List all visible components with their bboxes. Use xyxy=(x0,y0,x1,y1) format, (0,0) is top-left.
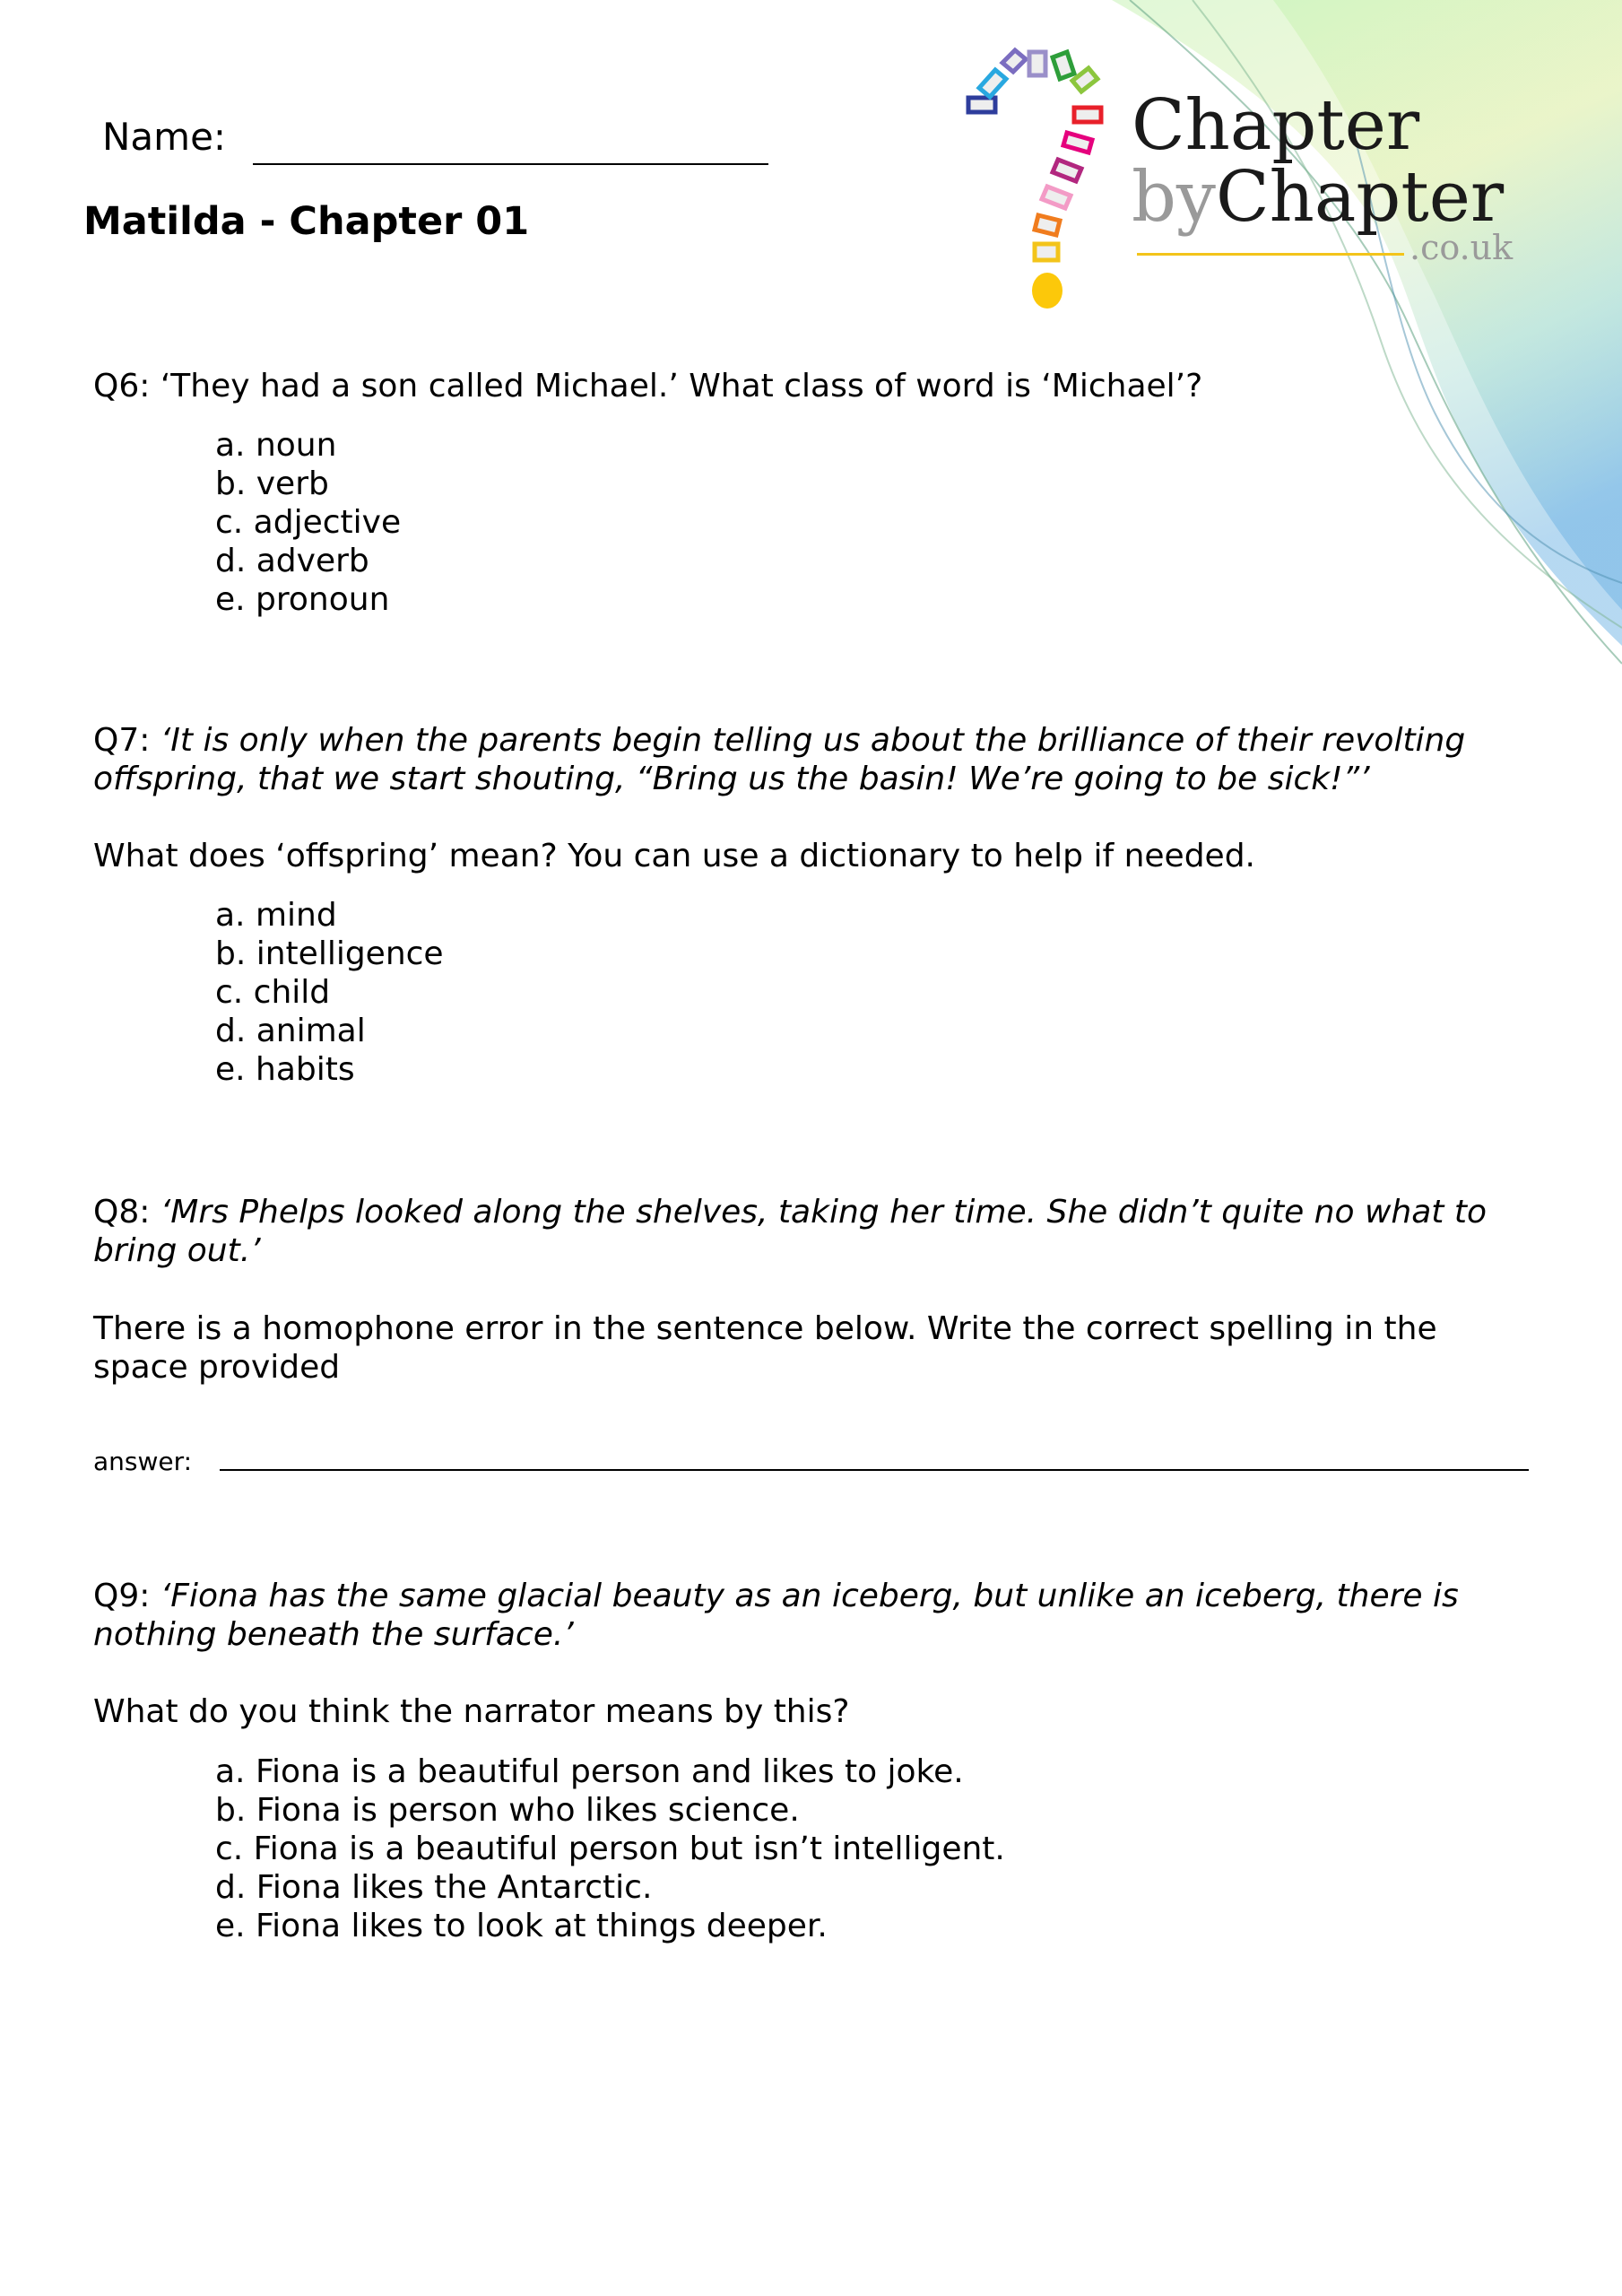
q7-option-d[interactable]: d. animal xyxy=(215,1013,366,1049)
q6-option-c[interactable]: c. adjective xyxy=(215,504,402,541)
q7-quote-line-1: ‘It is only when the parents begin telling us about the brilliance of their revolting xyxy=(160,722,1466,759)
q7-option-e[interactable]: e. habits xyxy=(215,1051,355,1088)
name-input-line[interactable] xyxy=(253,163,768,165)
name-label: Name: xyxy=(102,115,227,159)
q9-prompt: What do you think the narrator means by this? xyxy=(93,1693,850,1730)
logo-domain: .co.uk xyxy=(1409,228,1514,267)
q9-option-c[interactable]: c. Fiona is a beautiful person but isn’t intelligent. xyxy=(215,1831,1005,1867)
q8-prompt-line-2: space provided xyxy=(93,1349,341,1386)
books-question-mark-logo-icon xyxy=(959,45,1139,314)
q7-option-a[interactable]: a. mind xyxy=(215,897,337,934)
q6-option-a[interactable]: a. noun xyxy=(215,427,337,464)
q9-quote-line-2: nothing beneath the surface.’ xyxy=(93,1616,574,1653)
q6-option-d[interactable]: d. adverb xyxy=(215,543,369,579)
q7-option-c[interactable]: c. child xyxy=(215,974,331,1011)
q9-option-e[interactable]: e. Fiona likes to look at things deeper. xyxy=(215,1908,828,1944)
worksheet-title: Matilda - Chapter 01 xyxy=(83,199,530,244)
question-7: Q7: ‘It is only when the parents begin telling us about the brilliance of their revolting xyxy=(93,722,1466,759)
q9-quote-line-1: ‘Fiona has the same glacial beauty as an iceberg, but unlike an iceberg, there is xyxy=(160,1578,1459,1614)
logo-chapter2: Chapter xyxy=(1216,157,1505,238)
q9-option-a[interactable]: a. Fiona is a beautiful person and likes to joke. xyxy=(215,1753,964,1790)
q7-prompt: What does ‘offspring’ mean? You can use a dictionary to help if needed. xyxy=(93,838,1255,874)
q9-option-b[interactable]: b. Fiona is person who likes science. xyxy=(215,1792,800,1829)
logo-by: by xyxy=(1132,157,1216,238)
logo-chapter-text: Chapter xyxy=(1132,85,1420,166)
question-9: Q9: ‘Fiona has the same glacial beauty as an iceberg, but unlike an iceberg, there is xyxy=(93,1578,1459,1614)
question-6: Q6: ‘They had a son called Michael.’ What class of word is ‘Michael’? xyxy=(93,368,1203,404)
q6-prompt: ‘They had a son called Michael.’ What class of word is ‘Michael’? xyxy=(160,368,1203,404)
logo-bychapter-text xyxy=(1132,157,1504,238)
q8-quote-line-1: ‘Mrs Phelps looked along the shelves, taking her time. She didn’t quite no what to xyxy=(160,1194,1487,1231)
q7-option-b[interactable]: b. intelligence xyxy=(215,935,444,972)
q7-quote-line-2: offspring, that we start shouting, “Bring us the basin! We’re going to be sick!”’ xyxy=(93,761,1370,797)
q8-prompt-line-1: There is a homophone error in the sentence below. Write the correct spelling in the xyxy=(93,1310,1437,1347)
q8-answer-label: answer: xyxy=(93,1447,193,1476)
q9-option-d[interactable]: d. Fiona likes the Antarctic. xyxy=(215,1869,653,1906)
q8-quote-line-2: bring out.’ xyxy=(93,1232,261,1269)
question-8: Q8: ‘Mrs Phelps looked along the shelves, taking her time. She didn’t quite no what to xyxy=(93,1194,1487,1231)
q6-option-e[interactable]: e. pronoun xyxy=(215,581,390,618)
q8-answer-field[interactable] xyxy=(220,1469,1529,1471)
logo-underline xyxy=(1137,253,1404,256)
q6-option-b[interactable]: b. verb xyxy=(215,465,329,502)
